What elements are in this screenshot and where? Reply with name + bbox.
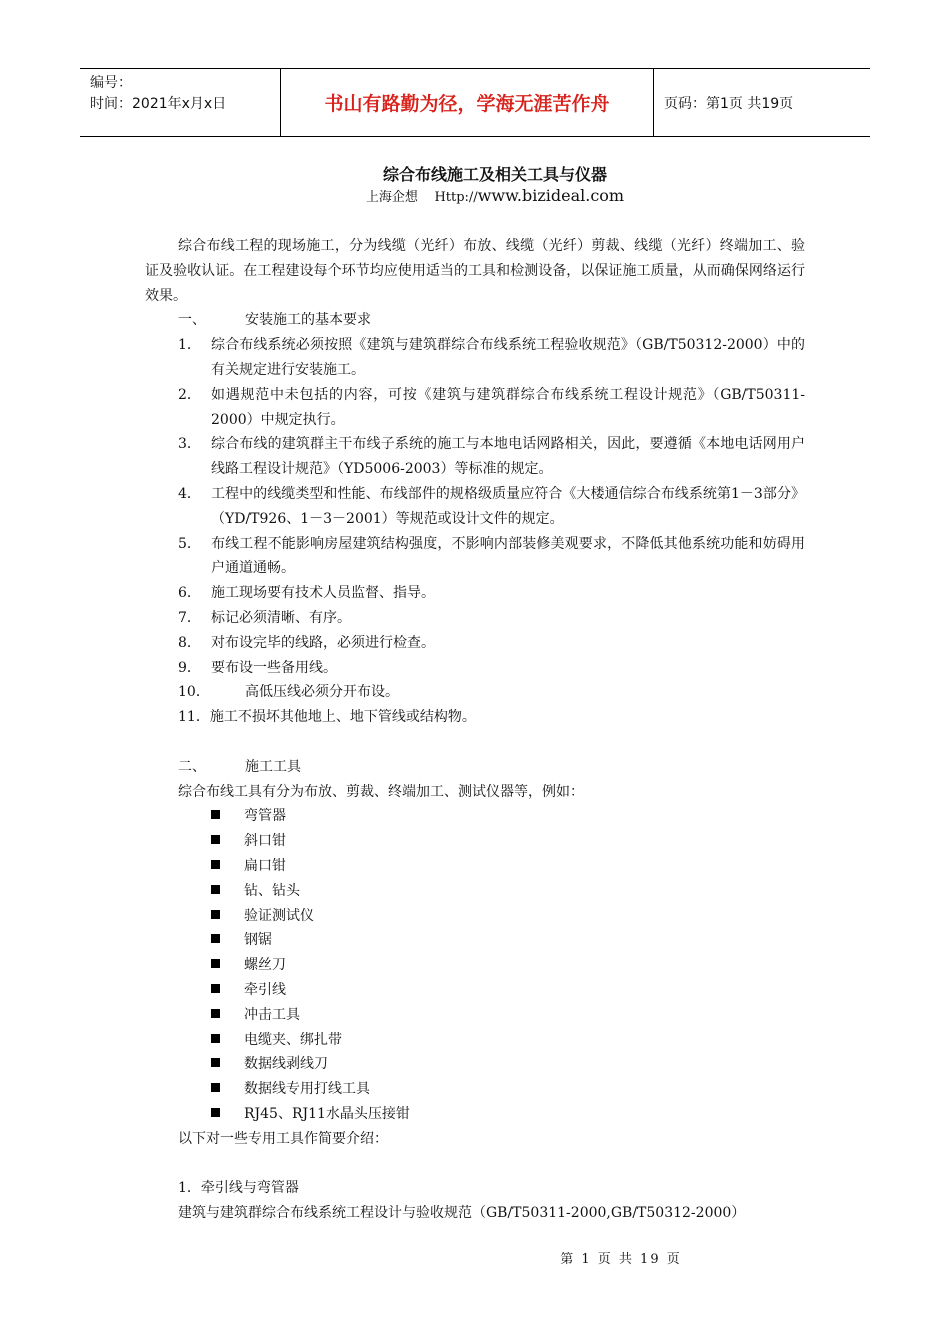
tool-item [145,1102,805,1127]
tool-item [145,1077,805,1102]
tool-item [145,829,805,854]
tool-item [145,879,805,904]
square-bullet-icon [211,1058,220,1067]
tool-name: 电缆夹、绑扎带 [244,1031,342,1048]
page-footer: 第 1 页 共 19 页 [560,1252,682,1267]
list-item [145,333,805,383]
tools-outro: 以下对一些专用工具作简要介绍： [178,1130,388,1147]
square-bullet-icon [211,885,220,894]
square-bullet-icon [211,934,220,943]
list-item [145,432,805,482]
tool-name: 数据线剥线刀 [244,1056,328,1073]
list-item-text: 综合布线的建筑群主干布线子系统的施工与本地电话网路相关，因此，要遵循《本地电话网用户线路工程设计规范》（YD5006-2003）等标准的规定。 [211,436,805,478]
subtitle-http: Http:// [434,190,478,205]
list-item-number: 3． [178,436,201,453]
list-item-text: 要布设一些备用线。 [211,659,337,676]
list-item-number: 6． [178,585,201,602]
header-motto: 书山有路勤为径，学海无涯苦作舟 [280,69,654,136]
square-bullet-icon [211,835,220,844]
list-item [145,383,805,433]
square-bullet-icon [211,860,220,869]
section-2-heading [145,755,805,780]
list-item [145,656,805,681]
doc-time-label: 时间：2021年x月x日 [90,96,227,112]
section-2-title: 施工工具 [245,758,301,775]
list-item-number: 2． [178,386,201,403]
square-bullet-icon [211,959,220,968]
header-meta [80,69,280,136]
item-11-text: 施工不损坏其他地上、地下管线或结构物。 [209,709,476,726]
tool-item [145,928,805,953]
tool-name: 斜口钳 [244,833,286,850]
tool-item [145,1003,805,1028]
list-item-11 [145,705,805,730]
list-item-number: 4． [178,485,201,502]
page-header [80,68,870,137]
tool-item [145,1052,805,1077]
subtitle-url: www.bizideal.com [477,186,625,205]
tool-name: 冲击工具 [244,1006,300,1023]
list-item [145,482,805,532]
tool-name: 扁口钳 [244,857,286,874]
tool-name: 螺丝刀 [244,957,286,974]
square-bullet-icon [211,1009,220,1018]
list-item [145,631,805,656]
list-item-number: 1． [178,337,201,354]
list-item-number: 7． [178,609,201,626]
tool-item [145,953,805,978]
list-item-text: 对布设完毕的线路，必须进行检查。 [211,634,435,651]
list-item-text: 布线工程不能影响房屋建筑结构强度，不影响内部装修美观要求，不降低其他系统功能和妨碍用户通道通畅。 [211,535,805,577]
square-bullet-icon [211,910,220,919]
list-item-text: 施工现场要有技术人员监督、指导。 [211,585,435,602]
section-2-number: 二、 [178,758,206,775]
square-bullet-icon [211,984,220,993]
square-bullet-icon [211,1083,220,1092]
subtitle-org: 上海企想 [365,190,418,205]
section-1-title: 安装施工的基本要求 [245,312,371,329]
list-item-number: 9． [178,659,201,676]
requirements-list [145,333,805,680]
tool-name: RJ45、RJ11水晶头压接钳 [244,1105,410,1122]
tool-name: 钻、钻头 [244,882,300,899]
list-item-number: 5． [178,535,201,552]
square-bullet-icon [211,810,220,819]
tool-name: 数据线专用打线工具 [244,1081,370,1098]
list-item-text: 如遇规范中未包括的内容，可按《建筑与建筑群综合布线系统工程设计规范》（GB/T50311-2000）中规定执行。 [211,386,805,428]
subsection-1-heading: 1．牵引线与弯管器 [178,1180,299,1197]
list-item-text: 工程中的线缆类型和性能、布线部件的规格级质量应符合《大楼通信综合布线系统第1－3部分》（YD/T926、1－3－2001）等规范或设计文件的规定。 [211,485,805,527]
list-item [145,532,805,582]
list-item [145,606,805,631]
tools-list [145,804,805,1126]
tool-name: 验证测试仪 [244,907,314,924]
list-item-10 [145,680,805,705]
header-page-info: 页码：第1页 共19页 [664,95,794,112]
list-item-number: 8． [178,634,201,651]
list-item [145,581,805,606]
tool-item [145,804,805,829]
square-bullet-icon [211,1108,220,1117]
tool-item [145,854,805,879]
document-title: 综合布线施工及相关工具与仪器 [382,165,607,184]
section-1-number: 一、 [178,312,206,329]
tool-name: 钢锯 [244,932,272,949]
tool-name: 牵引线 [244,981,286,998]
intro-paragraph: 综合布线工程的现场施工，分为线缆（光纤）布放、线缆（光纤）剪裁、线缆（光纤）终端加工、验证及验收认证。在工程建设每个环节均应使用适当的工具和检测设备，以保证施工质量，从而确保网络运行效果。 [145,238,805,304]
section-1-heading [145,308,805,333]
tools-intro: 综合布线工具有分为布放、剪裁、终端加工、测试仪器等，例如： [178,783,584,800]
tool-item [145,978,805,1003]
tool-item [145,1028,805,1053]
subsection-1-text: 建筑与建筑群综合布线系统工程设计与验收规范（GB/T50311-2000,GB/T50312-2000） [178,1205,746,1222]
item-10-number: 10． [178,684,210,701]
document-subtitle [0,186,950,205]
tool-item [145,904,805,929]
square-bullet-icon [211,1034,220,1043]
list-item-text: 标记必须清晰、有序。 [211,609,351,626]
item-11-number: 11． [178,709,210,726]
tool-name: 弯管器 [244,808,286,825]
document-body [145,234,805,1226]
list-item-text: 综合布线系统必须按照《建筑与建筑群综合布线系统工程验收规范》（GB/T50312-2000）中的有关规定进行安装施工。 [211,337,805,378]
item-10-text: 高低压线必须分开布设。 [245,684,399,701]
doc-code-label: 编号： [90,75,132,91]
